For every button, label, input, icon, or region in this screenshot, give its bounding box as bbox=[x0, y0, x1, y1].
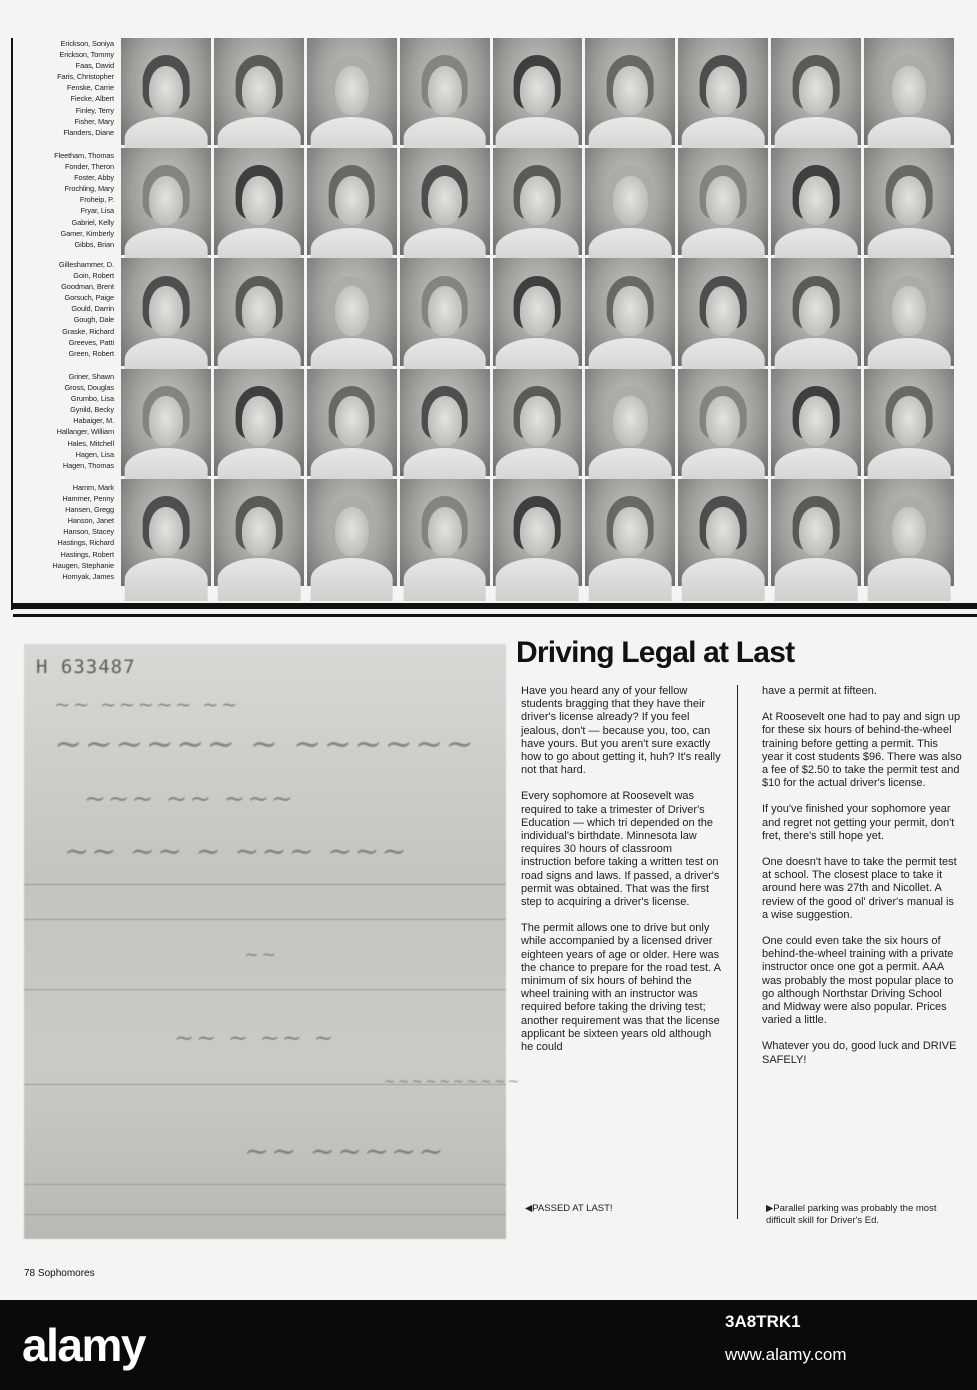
student-name: Gibbs, Brian bbox=[74, 239, 114, 249]
student-name: Flanders, Diane bbox=[63, 127, 114, 137]
portrait-shoulders bbox=[310, 558, 393, 601]
student-portrait bbox=[121, 258, 211, 365]
portrait-face bbox=[149, 286, 183, 335]
section-divider-thick bbox=[13, 603, 977, 609]
student-portrait bbox=[864, 38, 954, 145]
student-name: Fonder, Theron bbox=[65, 162, 114, 172]
student-portrait bbox=[771, 479, 861, 586]
student-portrait bbox=[585, 258, 675, 365]
student-name: Greeves, Patti bbox=[68, 337, 114, 347]
license-scrawl-signature-2: ~~ ~~~~~ bbox=[244, 1134, 446, 1169]
student-name: Frochling, Mary bbox=[64, 184, 114, 194]
student-name: Gross, Douglas bbox=[64, 383, 114, 393]
article-paragraph: One could even take the six hours of behind-the-wheel training with a private instructor once one got a permit. AAA was probably the most popular place to go although Northstar Driving School and Midway were also popular. Prices varied a little. bbox=[762, 935, 954, 1027]
student-name: Goin, Robert bbox=[73, 271, 114, 281]
student-portrait bbox=[678, 258, 768, 365]
student-name: Green, Robert bbox=[68, 348, 114, 358]
column-rule bbox=[737, 685, 738, 1219]
license-scrawl-date: ~~ ~~ ~ ~~~ ~~~ bbox=[64, 834, 409, 869]
student-name: Fenske, Carrie bbox=[66, 83, 114, 93]
license-rule bbox=[24, 884, 506, 885]
student-name: Hagen, Lisa bbox=[75, 449, 114, 459]
student-name: Hamm, Mark bbox=[72, 483, 114, 492]
portrait-face bbox=[335, 286, 369, 335]
student-portrait bbox=[214, 369, 304, 476]
caption-left: ◀PASSED AT LAST! bbox=[525, 1203, 613, 1214]
portrait-face bbox=[799, 286, 833, 335]
name-list-group-1 bbox=[14, 38, 114, 138]
portrait-face bbox=[892, 286, 926, 335]
student-portrait bbox=[771, 369, 861, 476]
article-column-2 bbox=[762, 685, 962, 1080]
student-portrait bbox=[307, 38, 397, 145]
student-portrait bbox=[771, 148, 861, 255]
student-portrait bbox=[400, 479, 490, 586]
portrait-face bbox=[706, 507, 740, 556]
student-name: Gough, Dale bbox=[73, 315, 114, 325]
watermark-footer bbox=[0, 1300, 977, 1390]
license-scrawl-note: ~~~~~~~~~~ bbox=[384, 1074, 522, 1090]
student-portrait bbox=[864, 258, 954, 365]
student-name: Hagen, Thomas bbox=[62, 460, 114, 470]
student-portrait bbox=[771, 258, 861, 365]
name-list-group-5 bbox=[14, 482, 114, 582]
portrait-face bbox=[335, 66, 369, 115]
student-portrait bbox=[585, 369, 675, 476]
student-portrait bbox=[307, 369, 397, 476]
license-scrawl-address: ~~~ ~~ ~~~ bbox=[84, 784, 295, 814]
student-name: Fleetham, Thomas bbox=[54, 151, 114, 160]
license-rule bbox=[24, 919, 506, 920]
portrait-face bbox=[428, 286, 462, 335]
portrait-face bbox=[613, 66, 647, 115]
portrait-face bbox=[799, 66, 833, 115]
article-paragraph: One doesn't have to take the permit test at school. The closest place to take it around here was 27th and Nicollet. A review of the good ol' driver's manual is a wise suggestion. bbox=[762, 856, 957, 921]
portrait-face bbox=[335, 396, 369, 445]
student-portrait bbox=[864, 148, 954, 255]
student-portrait bbox=[493, 38, 583, 145]
page-folio: 78 Sophomores bbox=[24, 1268, 95, 1279]
student-portrait bbox=[214, 258, 304, 365]
student-name: Finley, Terry bbox=[75, 105, 114, 115]
portrait-face bbox=[428, 507, 462, 556]
portrait-face bbox=[706, 66, 740, 115]
image-id: 3A8TRK1 bbox=[725, 1312, 801, 1331]
section-divider-thin bbox=[13, 614, 977, 617]
student-name: Gynild, Becky bbox=[70, 405, 114, 415]
student-portrait bbox=[493, 479, 583, 586]
portrait-face bbox=[799, 396, 833, 445]
student-portrait bbox=[121, 479, 211, 586]
portrait-face bbox=[520, 286, 554, 335]
portrait-face bbox=[613, 176, 647, 225]
portrait-face bbox=[149, 66, 183, 115]
portrait-face bbox=[428, 66, 462, 115]
student-name: Faas, David bbox=[75, 61, 114, 71]
article-paragraph: Every sophomore at Roosevelt was required to take a trimester of Driver's Education — which tri depended on the individual's birthdate. Minnesota law requires 30 hours of classroom instruction before taking a written test on road signs and laws. If passed, a driver's permit was obtained. That was the first step to acquiring a driver's license. bbox=[521, 790, 720, 909]
portrait-face bbox=[613, 286, 647, 335]
portrait-face bbox=[149, 396, 183, 445]
student-portrait bbox=[678, 369, 768, 476]
student-portrait bbox=[864, 479, 954, 586]
student-name: Hansen, Gregg bbox=[65, 505, 114, 515]
student-portrait bbox=[307, 148, 397, 255]
student-portrait bbox=[493, 258, 583, 365]
student-portrait bbox=[678, 38, 768, 145]
portrait-face bbox=[428, 176, 462, 225]
student-portrait bbox=[585, 148, 675, 255]
student-portrait bbox=[214, 479, 304, 586]
article-headline: Driving Legal at Last bbox=[516, 636, 795, 669]
student-portrait bbox=[121, 38, 211, 145]
student-name: Hanson, Stacey bbox=[63, 527, 114, 537]
portrait-face bbox=[706, 176, 740, 225]
article-paragraph: Whatever you do, good luck and DRIVE SAFELY! bbox=[762, 1040, 957, 1066]
portrait-face bbox=[892, 507, 926, 556]
portrait-face bbox=[706, 286, 740, 335]
name-list-group-2 bbox=[14, 150, 114, 250]
portrait-face bbox=[428, 396, 462, 445]
student-name: Fiecke, Albert bbox=[70, 94, 114, 104]
student-name: Faris, Christopher bbox=[57, 72, 114, 82]
student-name: Hammer, Penny bbox=[62, 494, 114, 504]
student-name: Graske, Richard bbox=[62, 326, 114, 336]
portrait-face bbox=[799, 176, 833, 225]
license-rule bbox=[24, 1214, 506, 1215]
student-name: Gilleshammer, D. bbox=[58, 260, 114, 269]
student-portrait bbox=[121, 369, 211, 476]
caption-right: ▶Parallel parking was probably the most difficult skill for Driver's Ed. bbox=[766, 1203, 937, 1226]
portrait-face bbox=[892, 66, 926, 115]
portrait-shoulders bbox=[496, 558, 579, 601]
student-name: Erickson, Tommy bbox=[59, 50, 114, 60]
student-name: Habaiger, M. bbox=[73, 416, 114, 426]
portrait-face bbox=[335, 176, 369, 225]
portrait-face bbox=[242, 396, 276, 445]
portrait-face bbox=[706, 396, 740, 445]
student-name: Gould, Darrin bbox=[71, 304, 114, 314]
left-rule bbox=[11, 38, 13, 610]
student-portrait bbox=[121, 148, 211, 255]
portrait-shoulders bbox=[403, 558, 486, 601]
student-portrait bbox=[864, 369, 954, 476]
article-paragraph: have a permit at fifteen. bbox=[762, 685, 877, 697]
student-portrait bbox=[400, 369, 490, 476]
student-portrait bbox=[214, 148, 304, 255]
article-column-1 bbox=[521, 685, 721, 1067]
student-portrait bbox=[678, 148, 768, 255]
student-name: Gorsuch, Paige bbox=[64, 293, 114, 303]
student-portrait bbox=[307, 479, 397, 586]
portrait-grid bbox=[121, 38, 954, 586]
license-rule bbox=[24, 989, 506, 990]
student-name: Froheip, P. bbox=[79, 195, 114, 205]
brand-logo: alamy bbox=[22, 1319, 145, 1371]
portrait-shoulders bbox=[868, 558, 951, 601]
name-list-group-3 bbox=[14, 259, 114, 359]
article-paragraph: If you've finished your sophomore year and regret not getting your permit, don't fret, there's still hope yet. bbox=[762, 803, 955, 842]
student-portrait bbox=[214, 38, 304, 145]
portrait-face bbox=[520, 396, 554, 445]
drivers-license-photo bbox=[24, 644, 522, 1239]
student-portrait bbox=[493, 148, 583, 255]
portrait-shoulders bbox=[682, 558, 765, 601]
portrait-shoulders bbox=[589, 558, 672, 601]
student-name: Goodman, Brent bbox=[61, 282, 114, 292]
student-name: Grumbo, Lisa bbox=[70, 394, 114, 404]
license-scrawl-signature: ~~ ~ ~~ ~ bbox=[174, 1024, 336, 1052]
portrait-face bbox=[242, 66, 276, 115]
article-paragraph: At Roosevelt one had to pay and sign up for these six hours of behind-the-wheel training before getting a permit. This year it cost students $96. There was also a fee of $2.50 to take the permit test and $10 for the actual driver's license. bbox=[762, 711, 962, 790]
student-name: Foster, Abby bbox=[74, 173, 114, 183]
portrait-face bbox=[242, 176, 276, 225]
article-paragraph: Have you heard any of your fellow students bragging that they have their driver's license already? If you feel jealous, don't — because you, too, can have yours. But you aren't sure exactly how to go about getting it, huh? It's really not that hard. bbox=[521, 685, 721, 777]
license-scrawl-name: ~~~~~~ ~ ~~~~~~ bbox=[54, 724, 476, 764]
portrait-face bbox=[242, 507, 276, 556]
student-name: Hales, Mitchell bbox=[67, 438, 114, 448]
portrait-face bbox=[892, 176, 926, 225]
student-name: Erickson, Soniya bbox=[60, 39, 114, 48]
site-url: www.alamy.com bbox=[725, 1345, 847, 1364]
license-scrawl-line: ~~ ~~~~~ ~~ bbox=[54, 692, 240, 716]
student-name: Gabriel, Kelly bbox=[71, 217, 114, 227]
student-portrait bbox=[307, 258, 397, 365]
student-portrait bbox=[585, 479, 675, 586]
portrait-face bbox=[335, 507, 369, 556]
student-name: Haugen, Stephanie bbox=[52, 560, 114, 570]
student-portrait bbox=[585, 38, 675, 145]
portrait-shoulders bbox=[217, 558, 300, 601]
portrait-shoulders bbox=[775, 558, 858, 601]
portrait-shoulders bbox=[125, 558, 208, 601]
student-name: Griner, Shawn bbox=[68, 372, 114, 381]
name-list-group-4 bbox=[14, 371, 114, 471]
portrait-face bbox=[242, 286, 276, 335]
article-paragraph: The permit allows one to drive but only while accompanied by a licensed driver eighteen years of age or older. Here was the chance to prepare for the road test. A minimum of six hours of behind the wheel training with an instructor was required before taking the driving test; another requirement was that the license applicant be sixteen years old although he could bbox=[521, 922, 721, 1054]
student-name: Hastings, Robert bbox=[60, 549, 114, 559]
student-name: Hastings, Richard bbox=[57, 538, 114, 548]
student-portrait bbox=[400, 148, 490, 255]
student-name: Fryar, Lisa bbox=[80, 206, 114, 216]
student-name: Hallanger, William bbox=[56, 427, 114, 437]
student-portrait bbox=[493, 369, 583, 476]
student-portrait bbox=[400, 258, 490, 365]
student-name: Fisher, Mary bbox=[74, 116, 114, 126]
student-portrait bbox=[678, 479, 768, 586]
portrait-face bbox=[149, 507, 183, 556]
student-name: Hanson, Janet bbox=[67, 516, 114, 526]
student-portrait bbox=[771, 38, 861, 145]
portrait-face bbox=[799, 507, 833, 556]
portrait-face bbox=[613, 507, 647, 556]
portrait-face bbox=[520, 66, 554, 115]
license-scrawl-mark: ~~ bbox=[244, 944, 279, 965]
license-rule bbox=[24, 1184, 506, 1185]
student-name: Gamer, Kimberly bbox=[60, 228, 114, 238]
license-number: H 633487 bbox=[36, 656, 136, 678]
student-portrait bbox=[400, 38, 490, 145]
portrait-face bbox=[520, 507, 554, 556]
portrait-face bbox=[613, 396, 647, 445]
portrait-face bbox=[149, 176, 183, 225]
student-name: Homyak, James bbox=[62, 571, 114, 581]
portrait-face bbox=[892, 396, 926, 445]
portrait-face bbox=[520, 176, 554, 225]
